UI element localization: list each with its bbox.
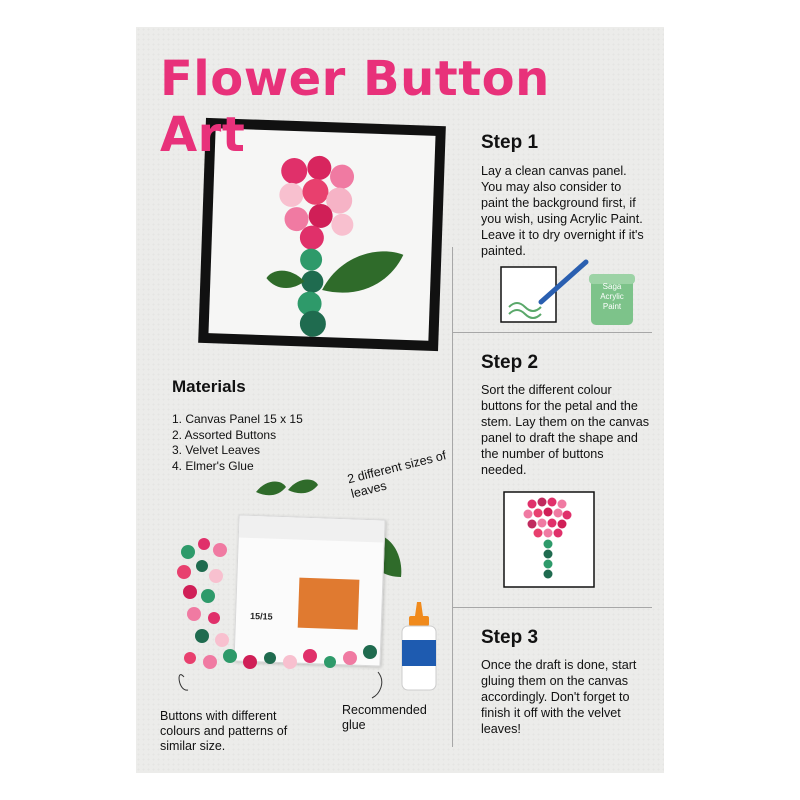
button-icons xyxy=(177,538,377,669)
materials-item: 4. Elmer's Glue xyxy=(172,458,254,473)
buttons-annotation: Buttons with different colours and patterns of similar size. xyxy=(160,709,288,753)
large-leaf xyxy=(322,249,403,294)
small-leaf xyxy=(266,270,305,289)
materials-item: 2. Assorted Buttons xyxy=(172,427,277,442)
step3-heading: Step 3 xyxy=(481,627,539,648)
petal-buttons xyxy=(277,155,355,252)
materials-list xyxy=(172,412,303,474)
divider-step1 xyxy=(452,332,652,333)
step1-text: Lay a clean canvas panel. You may also consider to paint the background first, if you wish, using Acrylic Paint. Leave it to dry overnight if it's painted. xyxy=(481,164,644,258)
materials-item: 3. Velvet Leaves xyxy=(172,443,261,457)
page-title-line2: Art xyxy=(160,107,246,163)
paint-jar-label-line2: Acrylic xyxy=(600,292,624,301)
step2-draft-illustration xyxy=(504,492,594,587)
step3-text: Once the draft is done, start gluing them on the canvas accordingly. Don't forget to finish it off with the velvet leaves! xyxy=(481,658,637,736)
paint-jar-label xyxy=(591,282,633,312)
assorted-buttons-illustration xyxy=(166,532,496,702)
small-leaf-icon xyxy=(256,482,286,496)
step2-text: Sort the different colour buttons for the petal and the stem. Lay them on the canvas panel to draft the shape and the number of buttons needed. xyxy=(481,383,650,477)
step1-heading: Step 1 xyxy=(481,132,539,153)
step1-illustration xyxy=(491,252,661,332)
materials-heading: Materials xyxy=(172,377,246,396)
paint-jar-label-line3: Paint xyxy=(602,302,622,311)
glue-brand: ELMER'S xyxy=(405,628,433,634)
step2-heading: Step 2 xyxy=(481,352,539,373)
instruction-sheet xyxy=(136,27,664,773)
annotation-arrow xyxy=(179,675,188,690)
page-title-line1: Flower Button xyxy=(160,51,550,107)
glue-product: Glue-All xyxy=(405,635,433,642)
leaves-annotation: 2 different sizes of leaves xyxy=(346,448,448,501)
annotation-arrow xyxy=(372,672,382,698)
glue-annotation: Recommended glue xyxy=(342,703,427,732)
small-leaf-icon xyxy=(288,480,318,494)
package-size-label: 15/15 xyxy=(249,610,273,622)
stem-buttons xyxy=(296,248,328,337)
paint-jar-label-line1: Saga xyxy=(602,282,622,291)
materials-item: 1. Canvas Panel 15 x 15 xyxy=(172,412,303,426)
